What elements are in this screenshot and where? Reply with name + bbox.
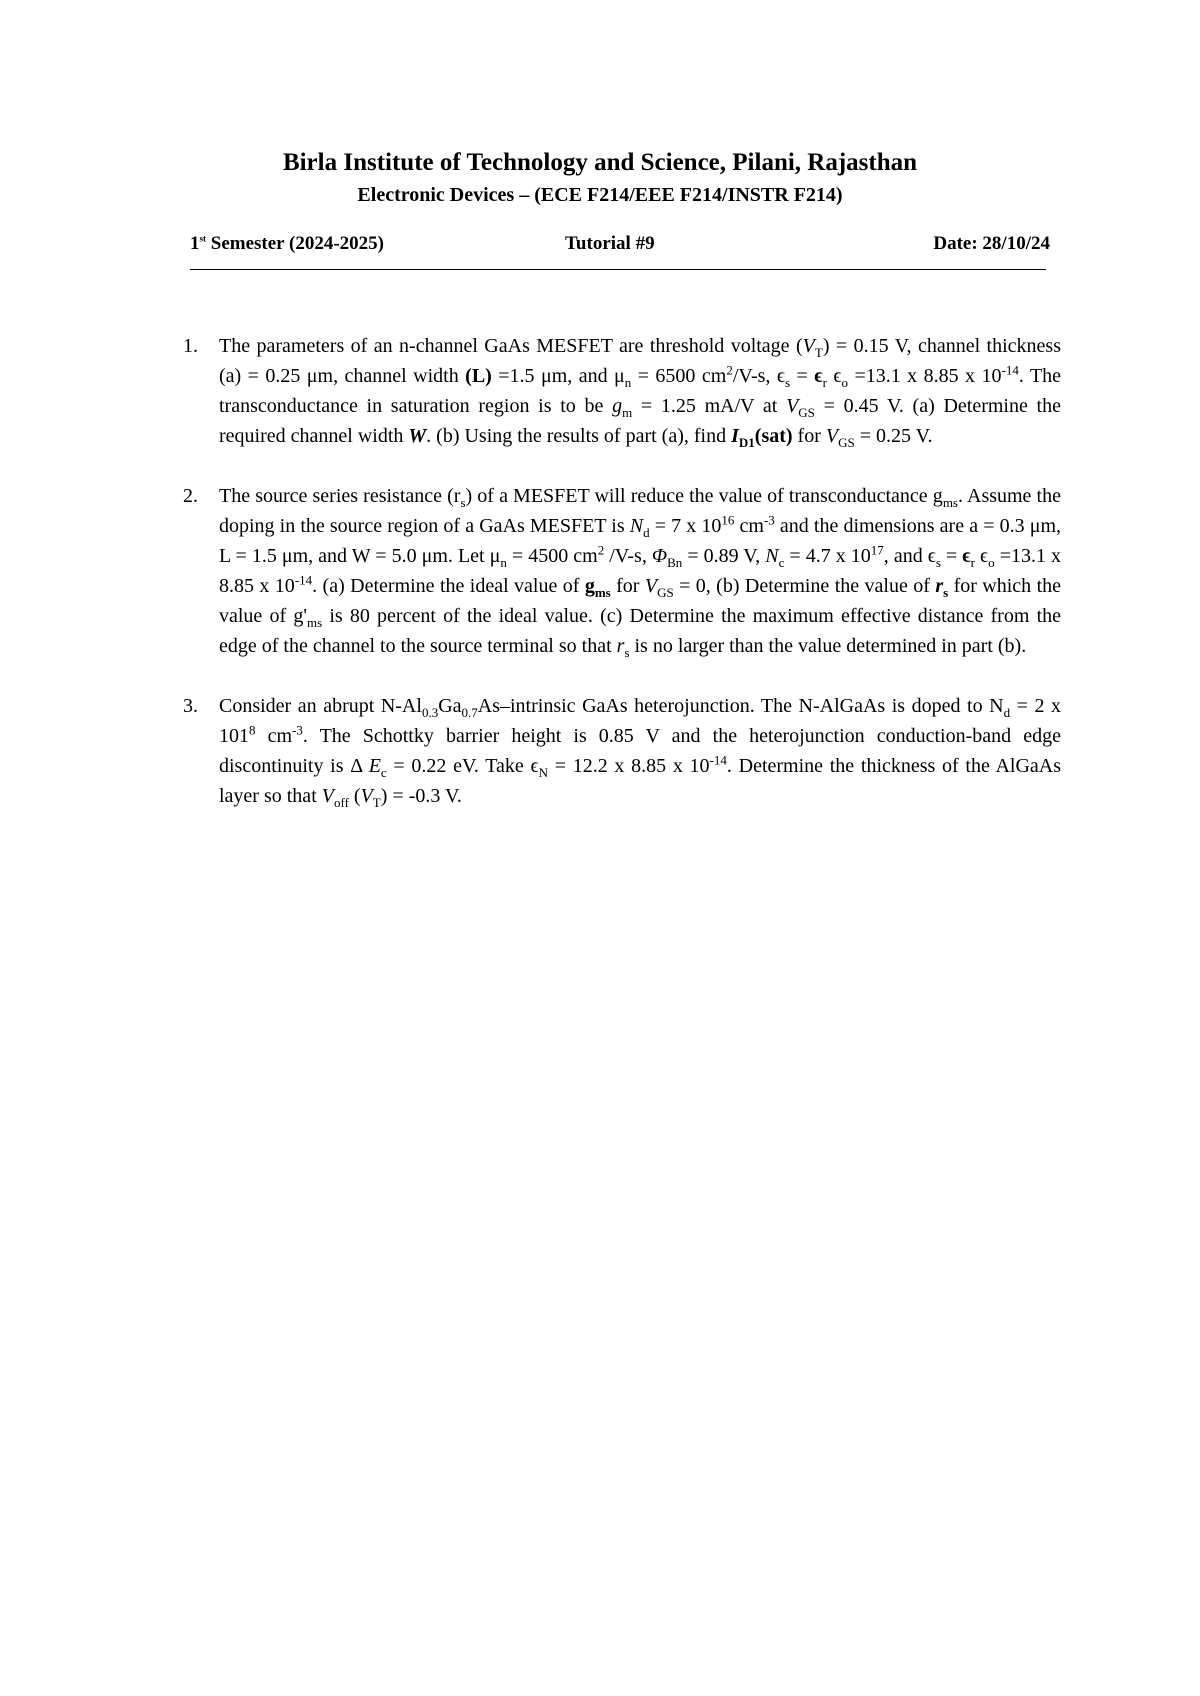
question-number: 3. [183, 695, 198, 717]
semester-label: 1st Semester (2024-2025) [190, 233, 384, 254]
question-2 [183, 481, 1061, 661]
question-text: The parameters of an n-channel GaAs MESFET are threshold voltage $(V_T) = 0.15$ V, channel thickness (a) = 0.25 μm, channel width (L) =1.5 μm, and $\mu_n = 6500$ $cm^2/V-s$, $\epsilon_s = \epsilon_r$ $\epsilon_o =13.1$ x 8.85 x $10^{-14}$. The transconductance in saturation region is to be $g_m = 1.25$ mA/V at $V_{GS} = 0.45$ V. (a) Determine the required channel width W. (b) Using the results of part (a), find $I_{D1}(sat)$ for $V_{GS} = 0.25$ V. [219, 335, 1062, 450]
question-text: Consider an abrupt $N-Al_{0.3}Ga_{0.7}As$–intrinsic GaAs heterojunction. The N-AlGaAs is doped to $N_d = 2$ x $101^8$ $cm^{-3}$. The Schottky barrier height is 0.85 V and the heterojunction conduction-band edge discontinuity is Δ $E_c = 0.22$ eV. Take $\epsilon_N = 12.2$ x 8.85 x $10^{-14}$. Determine the thickness of the AlGaAs layer so that $V_{off}$ $(V_T) = -0.3$ V. [219, 695, 1061, 810]
question-number: 2. [183, 485, 198, 507]
course-title: Electronic Devices – (ECE F214/EEE F214/INSTR F214) [357, 184, 843, 206]
tutorial-meta-row [190, 233, 1050, 263]
header-divider [190, 269, 1046, 270]
question-list [183, 331, 1061, 841]
tutorial-number: Tutorial #9 [565, 233, 655, 254]
question-1 [183, 331, 1061, 451]
tutorial-date: Date: 28/10/24 [933, 233, 1050, 254]
document-header [0, 146, 1200, 210]
question-text: The source series resistance $(r_s)$ of a MESFET will reduce the value of transconductance $g_{ms}$. Assume the doping in the source region of a GaAs MESFET is $N_d = 7$ x $10^{16}$ $cm^{-3}$ and the dimensions are a = 0.3 μm, L = 1.5 μm, and W = 5.0 μm. Let $\mu_n = 4500$ $cm^2$ /V-s, $\Phi_{Bn} = 0.89$ V, $N_c = 4.7$ x $10^{17}$, and $\epsilon_s = \epsilon_r$ $\epsilon_o =13.1$ x 8.85 x $10^{-14}$. (a) Determine the ideal value of $g_{ms}$ for $V_{GS} = 0$, (b) Determine the value of $r_s$ for which the value of $g'_{ms}$ is 80 percent of the ideal value. (c) Determine the maximum effective distance from the edge of the channel to the source terminal so that $r_s$ is no larger than the value determined in part (b). [219, 485, 1062, 660]
institute-title: Birla Institute of Technology and Science, Pilani, Rajasthan [282, 149, 918, 176]
question-number: 1. [183, 335, 198, 357]
question-3 [183, 691, 1061, 811]
